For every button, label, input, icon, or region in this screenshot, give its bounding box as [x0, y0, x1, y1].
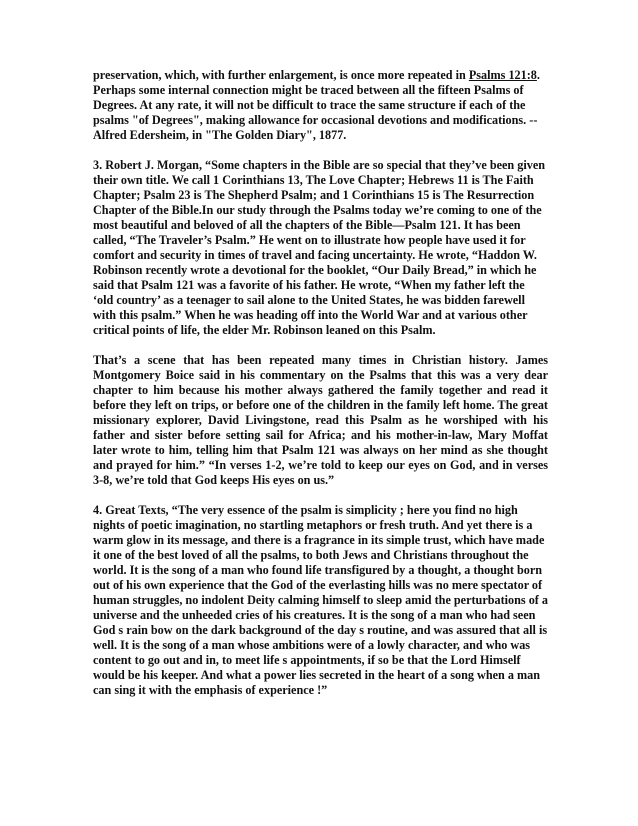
paragraph-text: . Perhaps some internal connection might be traced between all the fifteen Psalms of Degrees. At any rate, it will not be difficult to trace the same structure if each of the psalms "of Degrees", making allowance for occasional devotions and modifications. --Alfred Edersheim, in "The Golden Diary", 1877.	[93, 68, 540, 142]
paragraph-great-texts: 4. Great Texts, “The very essence of the psalm is simplicity ; here you find no high nights of poetic imagination, no startling metaphors or fresh truth. And yet there is a warm glow in its message, and there is a fragrance in its simple trust, which have made it one of the best loved of all the psalms, to both Jews and Christians throughout the world. It is the song of a man who found life transfigured by a thought, a thought born out of his own experience that the God of the everlasting hills was no mere spectator of human struggles, no indolent Deity calming himself to sleep amid the perturbations of a universe and the unheeded cries of his creatures. It is the song of a man who had seen God s rain bow on the dark background of the day s routine, and was assured that all is well. It is the song of a man whose ambitions were of a lowly character, and who was content to go out and in, to meet life s appointments, if so be that the Lord Himself would be his keeper. And what a power lies secreted in the heart of a song when a man can sing it with the emphasis of experience !”	[93, 503, 549, 697]
paragraph-edersheim	[93, 68, 548, 143]
document-body	[93, 68, 548, 713]
paragraph-boice: That’s a scene that has been repeated many times in Christian history. James Montgomery Boice said in his commentary on the Psalms that this was a very dear chapter to him because his mother always gathered the family together and read it before they left on trips, or before one of the children in the family left home. The great missionary explorer, David Livingstone, read this Psalm as he worshiped with his father and sister before setting sail for Africa; and his mother-in-law, Mary Moffat later wrote to him, telling him that Psalm 121 was always on her mind as she thought and prayed for him.” “In verses 1-2, we’re told to keep our eyes on God, and in verses 3-8, we’re told that God keeps His eyes on us.”	[93, 353, 548, 487]
scripture-link-psalms-121-8[interactable]: Psalms 121:8	[468, 68, 537, 82]
paragraph-text: preservation, which, with further enlargement, is once more repeated in	[93, 68, 469, 82]
paragraph-morgan: 3. Robert J. Morgan, “Some chapters in the Bible are so special that they’ve been given their own title. We call 1 Corinthians 13, The Love Chapter; Hebrews 11 is The Faith Chapter; Psalm 23 is The Shepherd Psalm; and 1 Corinthians 15 is The Resurrection Chapter of the Bible.In our study through the Psalms today we’re coming to one of the most beautiful and beloved of all the chapters of the Bible—Psalm 121. It has been called, “The Traveler’s Psalm.” He went on to illustrate how people have used it for comfort and security in times of travel and facing uncertainty. He wrote, “Haddon W. Robinson recently wrote a devotional for the booklet, “Our Daily Bread,” in which he said that Psalm 121 was a favorite of his father. He wrote, “When my father left the ‘old country’ as a teenager to sail alone to the United States, he was bidden farewell with this psalm.” When he was heading off into the World War and at various other critical points of life, the elder Mr. Robinson leaned on this Psalm.	[93, 158, 546, 337]
